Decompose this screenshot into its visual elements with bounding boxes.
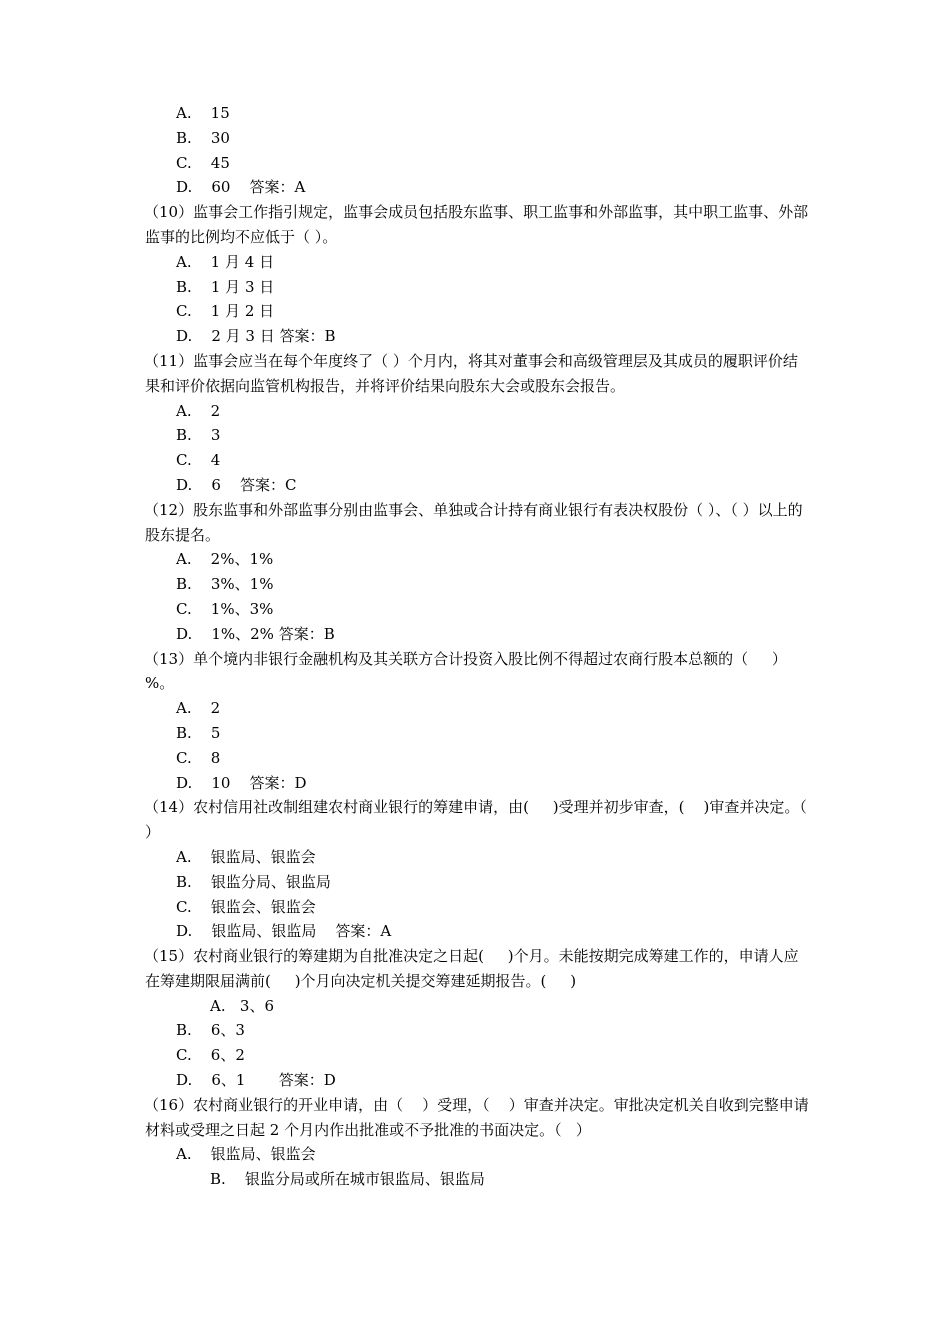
answer-option: B. 6、3 bbox=[176, 1021, 245, 1040]
answer-option: A. 2 bbox=[176, 401, 221, 420]
answer-option: B. 1 月 3 日 bbox=[176, 277, 275, 296]
answer-option: D. 6 答案：C bbox=[176, 475, 297, 494]
answer-option: B. 银监分局、银监局 bbox=[176, 872, 331, 891]
answer-option: C. 银监会、银监会 bbox=[176, 897, 316, 916]
answer-option: B. 3 bbox=[176, 426, 221, 445]
answer-option: D. 银监局、银监局 答案：A bbox=[176, 922, 392, 941]
answer-option: D. 1%、2% 答案：B bbox=[176, 624, 335, 643]
answer-option: C. 45 bbox=[176, 153, 230, 172]
answer-option: B. 3%、1% bbox=[176, 575, 274, 594]
answer-option: B. 5 bbox=[176, 723, 221, 742]
answer-option: A. 3、6 bbox=[210, 996, 274, 1015]
answer-option: C. 4 bbox=[176, 451, 221, 470]
answer-option: C. 6、2 bbox=[176, 1046, 245, 1065]
answer-option: D. 60 答案：A bbox=[176, 178, 306, 197]
answer-option: A. 银监局、银监会 bbox=[176, 1145, 316, 1164]
answer-option: A. 2%、1% bbox=[176, 550, 274, 569]
answer-option: C. 1 月 2 日 bbox=[176, 302, 275, 321]
answer-option: A. 15 bbox=[176, 104, 230, 122]
question-text: （12）股东监事和外部监事分别由监事会、单独或合计持有商业银行有表决权股份（ ）、（ ）以上的股东提名。 bbox=[144, 500, 803, 544]
answer-option: C. 8 bbox=[176, 748, 221, 767]
question-text: （11）监事会应当在每个年度终了（ ）个月内，将其对董事会和高级管理层及其成员的履职评价结果和评价依据向监管机构报告，并将评价结果向股东大会或股东会报告。 bbox=[144, 351, 798, 395]
answer-option: A. 银监局、银监会 bbox=[176, 847, 316, 866]
answer-option: D. 10 答案：D bbox=[176, 773, 307, 792]
question-text: （10）监事会工作指引规定，监事会成员包括股东监事、职工监事和外部监事，其中职工监事、外部监事的比例均不应低于（ ）。 bbox=[144, 203, 809, 246]
answer-option: B. 银监分局或所在城市银监局、银监局 bbox=[210, 1170, 485, 1189]
answer-option: C. 1%、3% bbox=[176, 599, 274, 618]
question-list bbox=[145, 101, 810, 1192]
answer-option: D. 6、1 答案：D bbox=[176, 1071, 336, 1090]
question-text: （15）农村商业银行的筹建期为自批准决定之日起( )个月。未能按期完成筹建工作的，申请人应在筹建期限届满前( )个月向决定机关提交筹建延期报告。( ) bbox=[144, 947, 799, 990]
question-text: （16）农村商业银行的开业申请，由（ ）受理，（ ）审查并决定。审批决定机关自收到完整申请材料或受理之日起 2 个月内作出批准或不予批准的书面决定。（ ） bbox=[144, 1095, 809, 1139]
answer-option: B. 30 bbox=[176, 128, 230, 147]
answer-option: A. 1 月 4 日 bbox=[176, 252, 275, 271]
question-text: （14）农村信用社改制组建农村商业银行的筹建申请，由( )受理并初步审查，( )审查并决定。（ ） bbox=[144, 798, 807, 842]
answer-option: D. 2 月 3 日 答案：B bbox=[176, 327, 336, 346]
question-text: （13）单个境内非银行金融机构及其关联方合计投资入股比例不得超过农商行股本总额的（ ）%。 bbox=[144, 649, 787, 693]
answer-option: A. 2 bbox=[176, 699, 221, 718]
